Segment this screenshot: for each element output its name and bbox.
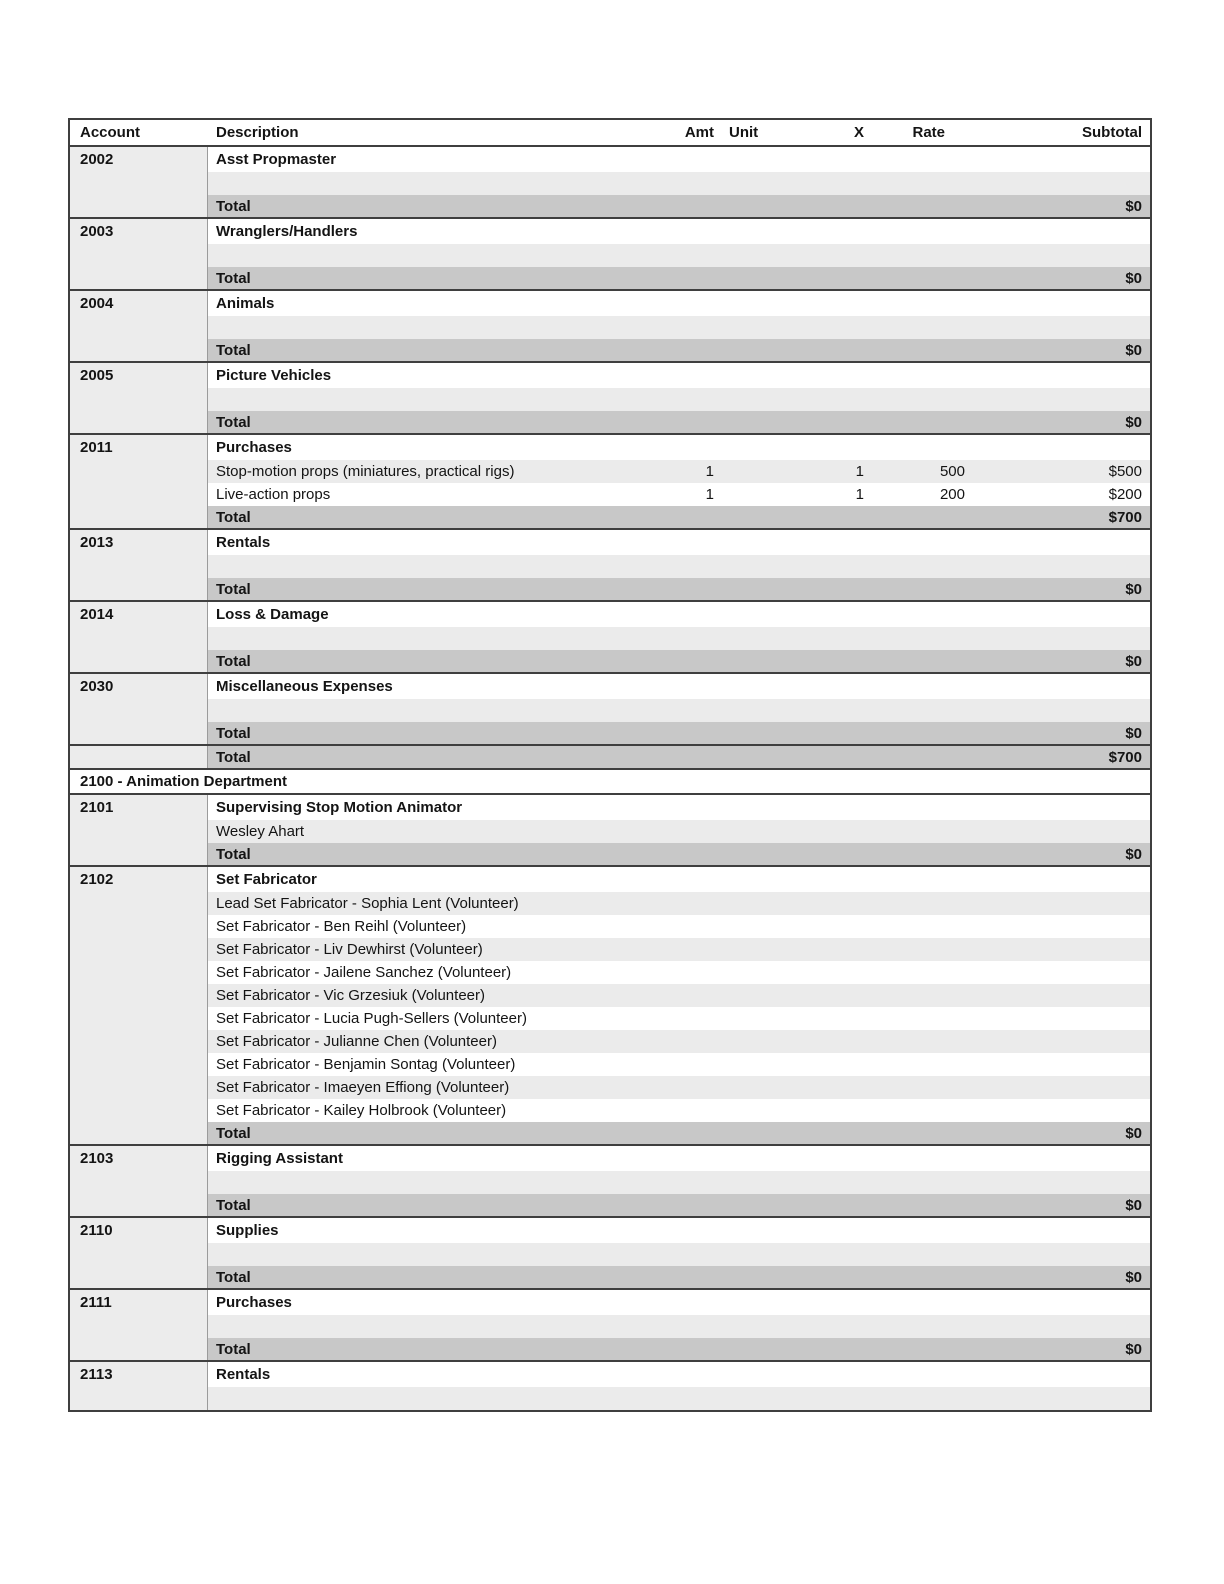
detail-row [208,172,1150,195]
total-label: Total [216,269,251,287]
detail-row [208,915,1150,938]
account-cell: 2004 [70,291,208,361]
line-description: Set Fabricator - Kailey Holbrook (Volunteer) [216,1102,507,1119]
title-row [208,1218,1150,1243]
total-value: $0 [1125,724,1142,742]
account-title: Rentals [216,1366,271,1383]
detail-row [208,984,1150,1007]
detail-row [208,892,1150,915]
account-cell: 2013 [70,530,208,600]
block-rows [208,1290,1150,1360]
total-row [208,578,1150,600]
detail-row [208,460,1150,483]
account-cell: 2101 [70,795,208,865]
total-row [208,339,1150,361]
detail-row [208,1030,1150,1053]
table-header [70,120,1150,145]
account-cell: 2103 [70,1146,208,1216]
amt-value: 1 [705,486,714,503]
block-rows [208,674,1150,744]
total-label: Total [216,1340,251,1358]
header-rate: Rate [912,124,945,141]
account-title: Purchases [216,439,292,456]
title-row [208,219,1150,244]
total-row [208,1338,1150,1360]
total-value: $0 [1125,580,1142,598]
account-cell: 2113 [70,1362,208,1410]
title-row [208,435,1150,460]
block-rows [208,867,1150,1144]
account-block [70,528,1150,600]
account-block [70,361,1150,433]
block-rows [208,746,1150,768]
account-title: Purchases [216,1294,292,1311]
total-label: Total [216,580,251,598]
total-label: Total [216,413,251,431]
total-label: Total [216,1268,251,1286]
detail-row [208,1053,1150,1076]
account-title: Set Fabricator [216,871,317,888]
title-row [208,674,1150,699]
total-row [208,746,1150,768]
total-row [208,843,1150,865]
account-block [70,1360,1150,1410]
title-row [208,602,1150,627]
line-description: Set Fabricator - Imaeyen Effiong (Volunteer) [216,1079,510,1096]
account-cell: 2003 [70,219,208,289]
account-block [70,1216,1150,1288]
account-title: Supplies [216,1222,279,1239]
title-row [208,1290,1150,1315]
title-row [208,363,1150,388]
department-total-block [70,744,1150,768]
line-description: Set Fabricator - Liv Dewhirst (Volunteer) [216,941,483,958]
account-cell: 2111 [70,1290,208,1360]
budget-table [68,118,1152,1412]
total-value: $0 [1125,1340,1142,1358]
account-block [70,145,1150,217]
account-cell: 2030 [70,674,208,744]
account-title: Rigging Assistant [216,1150,343,1167]
total-label: Total [216,197,251,215]
title-row [208,291,1150,316]
total-label: Total [216,1124,251,1142]
account-block [70,289,1150,361]
account-cell: 2002 [70,147,208,217]
line-description: Lead Set Fabricator - Sophia Lent (Volunteer) [216,895,519,912]
section-header-row: 2100 - Animation Department [70,768,1150,793]
account-cell [70,746,208,768]
total-value: $0 [1125,269,1142,287]
header-amt: Amt [684,124,714,141]
total-value: $700 [1108,508,1142,526]
title-row [208,867,1150,892]
account-title: Asst Propmaster [216,151,337,168]
detail-row [208,388,1150,411]
detail-row [208,555,1150,578]
block-rows [208,219,1150,289]
detail-row [208,820,1150,843]
total-row [208,506,1150,528]
header-account: Account [80,124,140,141]
table-blocks [70,145,1150,1410]
account-block [70,217,1150,289]
total-row [208,1266,1150,1288]
detail-row [208,1315,1150,1338]
account-cell: 2102 [70,867,208,1144]
block-rows [208,435,1150,528]
x-value: 1 [855,486,864,503]
account-block [70,600,1150,672]
total-value: $700 [1108,748,1142,766]
total-value: $0 [1125,1196,1142,1214]
detail-row [208,1387,1150,1410]
account-title: Wranglers/Handlers [216,223,358,240]
line-description: Stop-motion props (miniatures, practical rigs) [216,463,515,480]
account-title: Rentals [216,534,271,551]
total-row [208,650,1150,672]
total-label: Total [216,652,251,670]
line-description: Set Fabricator - Julianne Chen (Volunteer) [216,1033,497,1050]
total-value: $0 [1125,1268,1142,1286]
account-title: Miscellaneous Expenses [216,678,393,695]
account-block [70,433,1150,528]
block-rows [208,795,1150,865]
line-description: Set Fabricator - Jailene Sanchez (Volunteer) [216,964,512,981]
total-value: $0 [1125,197,1142,215]
account-title: Loss & Damage [216,606,329,623]
header-subtotal: Subtotal [1082,124,1142,141]
account-cell: 2014 [70,602,208,672]
account-cell: 2005 [70,363,208,433]
total-value: $0 [1125,845,1142,863]
detail-row [208,1243,1150,1266]
header-x: X [853,124,864,141]
block-rows [208,1146,1150,1216]
total-label: Total [216,1196,251,1214]
account-cell: 2011 [70,435,208,528]
total-label: Total [216,724,251,742]
total-value: $0 [1125,413,1142,431]
x-value: 1 [855,463,864,480]
line-description: Set Fabricator - Benjamin Sontag (Volunteer) [216,1056,516,1073]
total-row [208,411,1150,433]
detail-row [208,244,1150,267]
detail-row [208,627,1150,650]
title-row [208,795,1150,820]
block-rows [208,363,1150,433]
total-label: Total [216,508,251,526]
detail-row [208,1171,1150,1194]
block-rows [208,602,1150,672]
total-value: $0 [1125,652,1142,670]
title-row [208,530,1150,555]
account-title: Supervising Stop Motion Animator [216,799,463,816]
account-block [70,865,1150,1144]
line-description: Set Fabricator - Lucia Pugh-Sellers (Volunteer) [216,1010,527,1027]
total-label: Total [216,748,251,766]
title-row [208,1146,1150,1171]
line-description: Set Fabricator - Vic Grzesiuk (Volunteer) [216,987,485,1004]
total-row [208,267,1150,289]
title-row [208,147,1150,172]
block-rows [208,291,1150,361]
account-block [70,672,1150,744]
total-row [208,1122,1150,1144]
header-unit: Unit [729,124,759,141]
total-row [208,1194,1150,1216]
detail-row [208,1099,1150,1122]
header-description: Description [216,124,299,141]
subtotal-value: $200 [1108,486,1142,503]
account-title: Animals [216,295,275,312]
total-row [208,195,1150,217]
total-value: $0 [1125,341,1142,359]
amt-value: 1 [705,463,714,480]
title-row [208,1362,1150,1387]
account-block [70,1144,1150,1216]
block-rows [208,1362,1150,1410]
total-label: Total [216,341,251,359]
detail-row [208,316,1150,339]
line-description: Live-action props [216,486,331,503]
block-rows [208,147,1150,217]
detail-row [208,1007,1150,1030]
total-row [208,722,1150,744]
detail-row [208,1076,1150,1099]
detail-row [208,938,1150,961]
rate-value: 500 [939,463,965,480]
subtotal-value: $500 [1108,463,1142,480]
total-label: Total [216,845,251,863]
line-description: Set Fabricator - Ben Reihl (Volunteer) [216,918,467,935]
account-block [70,1288,1150,1360]
account-block [70,793,1150,865]
detail-row [208,483,1150,506]
rate-value: 200 [939,486,965,503]
detail-row [208,699,1150,722]
account-title: Picture Vehicles [216,367,332,384]
block-rows [208,1218,1150,1288]
detail-row [208,961,1150,984]
total-value: $0 [1125,1124,1142,1142]
line-description: Wesley Ahart [216,823,305,840]
account-cell: 2110 [70,1218,208,1288]
block-rows [208,530,1150,600]
